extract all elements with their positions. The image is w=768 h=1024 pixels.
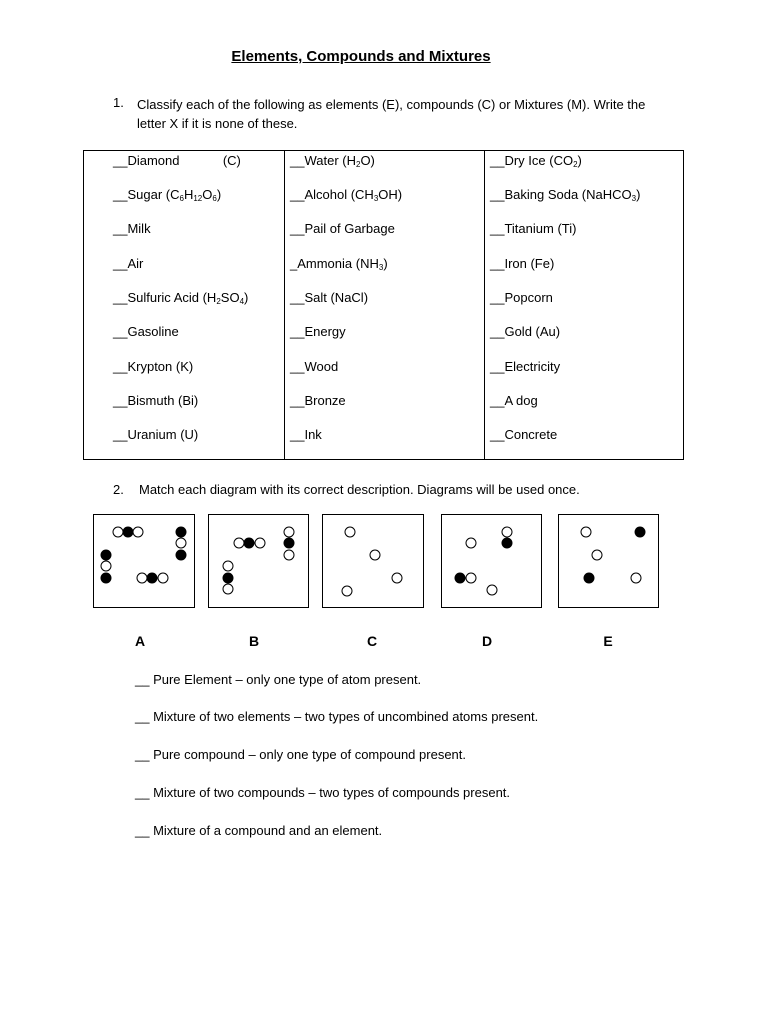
classification-item: __Air [113, 256, 144, 271]
question-1-number: 1. [113, 95, 124, 110]
classification-item: __Iron (Fe) [490, 256, 555, 271]
classification-item: __Ink [290, 427, 322, 442]
classification-item: __Electricity [490, 359, 561, 374]
classification-item: __Gasoline [113, 324, 179, 339]
classification-item: __Salt (NaCl) [290, 290, 369, 305]
classification-item: __Sugar $(C_6H_{12}O_6)$ [113, 187, 222, 203]
classification-item: __Wood [290, 359, 339, 374]
diagram-label-e: E [603, 633, 613, 649]
classification-item: __Sulfuric Acid $(H_2SO_4)$ [113, 290, 249, 306]
question-2-number: 2. [113, 482, 124, 497]
classification-item: __Krypton (K) [113, 359, 194, 374]
classification-item: __Dry Ice $(CO_2)$ [490, 153, 582, 169]
diagram-d [441, 514, 542, 608]
diagram-c-atoms [323, 515, 423, 607]
classification-item: __A dog [490, 393, 538, 408]
classification-item: __Water $(H_2O)$ [290, 153, 375, 169]
diagram-d-atoms [442, 515, 541, 607]
diagram-e [558, 514, 659, 608]
diagram-e-atoms [559, 515, 658, 607]
diagram-a [93, 514, 195, 608]
classification-table [83, 150, 684, 460]
diagram-label-a: A [134, 633, 146, 649]
classification-item: __Energy [290, 324, 346, 339]
diagram-b-atoms [209, 515, 308, 607]
classification-item: __Gold (Au) [490, 324, 561, 339]
column-divider [284, 151, 285, 459]
diagram-label-d: D [481, 633, 493, 649]
worksheet-title: Elements, Compounds and Mixtures [231, 48, 491, 65]
diagram-a-atoms [94, 515, 194, 607]
description-mixture-two-compounds: __ Mixture of two compounds – two types of compounds present. [135, 785, 511, 800]
question-2-text: Match each diagram with its correct description. Diagrams will be used once. [139, 482, 580, 497]
classification-item: __Bronze [290, 393, 346, 408]
column-divider [484, 151, 485, 459]
classification-item: __Titanium (Ti) [490, 221, 577, 236]
diagram-b [208, 514, 309, 608]
classification-item: __Baking Soda (NaHCO$_3$) [490, 187, 641, 203]
classification-item: __Alcohol $(CH_3OH)$ [290, 187, 403, 203]
classification-item: __Bismuth (Bi) [113, 393, 199, 408]
question-1-text: Classify each of the following as elements (E), compounds (C) or Mixtures (M). Write the letter X if it is none of these. [137, 97, 646, 131]
description-pure-compound: __ Pure compound – only one type of compound present. [135, 747, 466, 762]
diagram-label-c: C [366, 633, 378, 649]
description-compound-and-element: __ Mixture of a compound and an element. [135, 823, 383, 838]
description-pure-element: __ Pure Element – only one type of atom present. [135, 672, 422, 687]
classification-item: __Popcorn [490, 290, 553, 305]
classification-item: __Diamond (C) [113, 153, 241, 168]
classification-item: __Uranium (U) [113, 427, 199, 442]
description-mixture-two-elements: __ Mixture of two elements – two types of uncombined atoms present. [135, 709, 539, 724]
classification-item: _Ammonia $(NH_3)$ [290, 256, 388, 272]
classification-item: __Concrete [490, 427, 558, 442]
classification-item: __Milk [113, 221, 151, 236]
diagram-c [322, 514, 424, 608]
classification-item: __Pail of Garbage [290, 221, 395, 236]
diagram-label-b: B [248, 633, 260, 649]
